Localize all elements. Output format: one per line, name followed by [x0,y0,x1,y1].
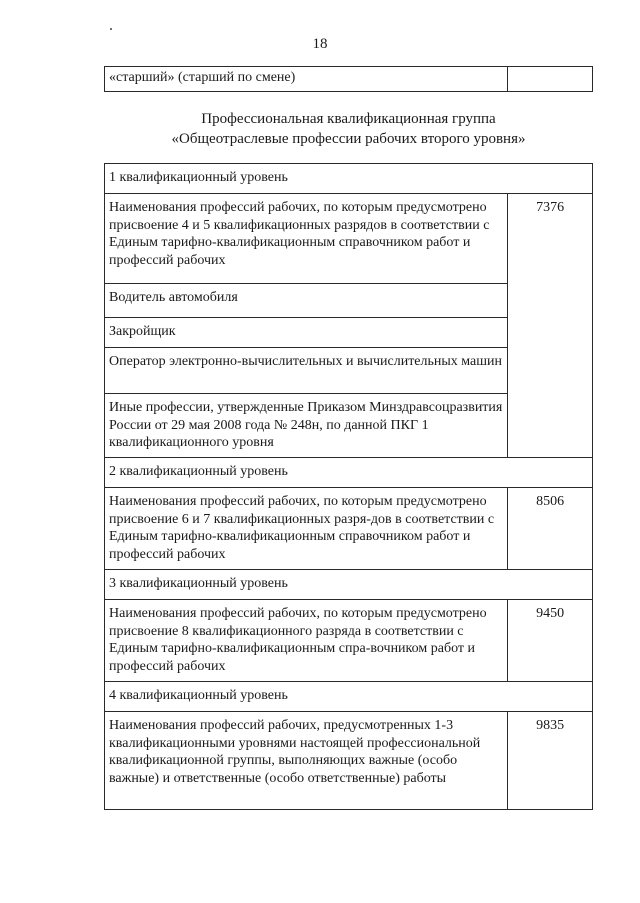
profession-item: Водитель автомобиля [105,284,508,318]
profession-item: Наименования профессий рабочих, предусмотренных 1-3 квалификационными уровнями настоящей профессиональной квалификационной группы, выполняющих важные (особо важные) и ответственные (особо ответственные) работы [105,712,508,810]
salary-value: 9450 [508,600,593,682]
top-table [104,66,593,92]
table-row [105,164,593,194]
salary-value: 7376 [508,194,593,458]
table-row [105,67,593,92]
profession-item: Иные профессии, утвержденные Приказом Минздравсоцразвития России от 29 мая 2008 года № 248н, по данной ПКГ 1 квалификационного уровня [105,394,508,458]
group-title-line2: «Общеотраслевые профессии рабочих второго уровня» [171,131,526,147]
level-header: 2 квалификационный уровень [105,458,593,488]
scan-speck [110,28,112,30]
table-row [105,600,593,682]
group-title-line1: Профессиональная квалификационная группа [201,111,496,127]
level-header: 1 квалификационный уровень [105,164,593,194]
salary-value: 9835 [508,712,593,810]
profession-item: Оператор электронно-вычислительных и вычислительных машин [105,348,508,394]
profession-item: Наименования профессий рабочих, по которым предусмотрено присвоение 8 квалификационного разряда в соответствии с Единым тарифно-квалификационным спра-вочником работ и профессий рабочих [105,600,508,682]
salary-value: 8506 [508,488,593,570]
group-title [104,109,593,149]
profession-item: Наименования профессий рабочих, по которым предусмотрено присвоение 6 и 7 квалификационных разря-дов в соответствии с Единым тарифно-квалификационным справочником работ и профессий рабочих [105,488,508,570]
level-header: 4 квалификационный уровень [105,682,593,712]
table-row [105,682,593,712]
profession-item: Закройщик [105,318,508,348]
profession-item: Наименования профессий рабочих, по которым предусмотрено присвоение 4 и 5 квалификационных разрядов в соответствии с Единым тарифно-квалификационным справочником работ и профессий рабочих [105,194,508,284]
qualification-table [104,163,593,810]
table-row [105,488,593,570]
row-value [508,67,593,92]
level-header: 3 квалификационный уровень [105,570,593,600]
table-row [105,458,593,488]
table-row [105,570,593,600]
page-number: 18 [312,36,328,52]
row-text: «старший» (старший по смене) [105,67,508,92]
table-row [105,194,593,284]
table-row [105,712,593,810]
